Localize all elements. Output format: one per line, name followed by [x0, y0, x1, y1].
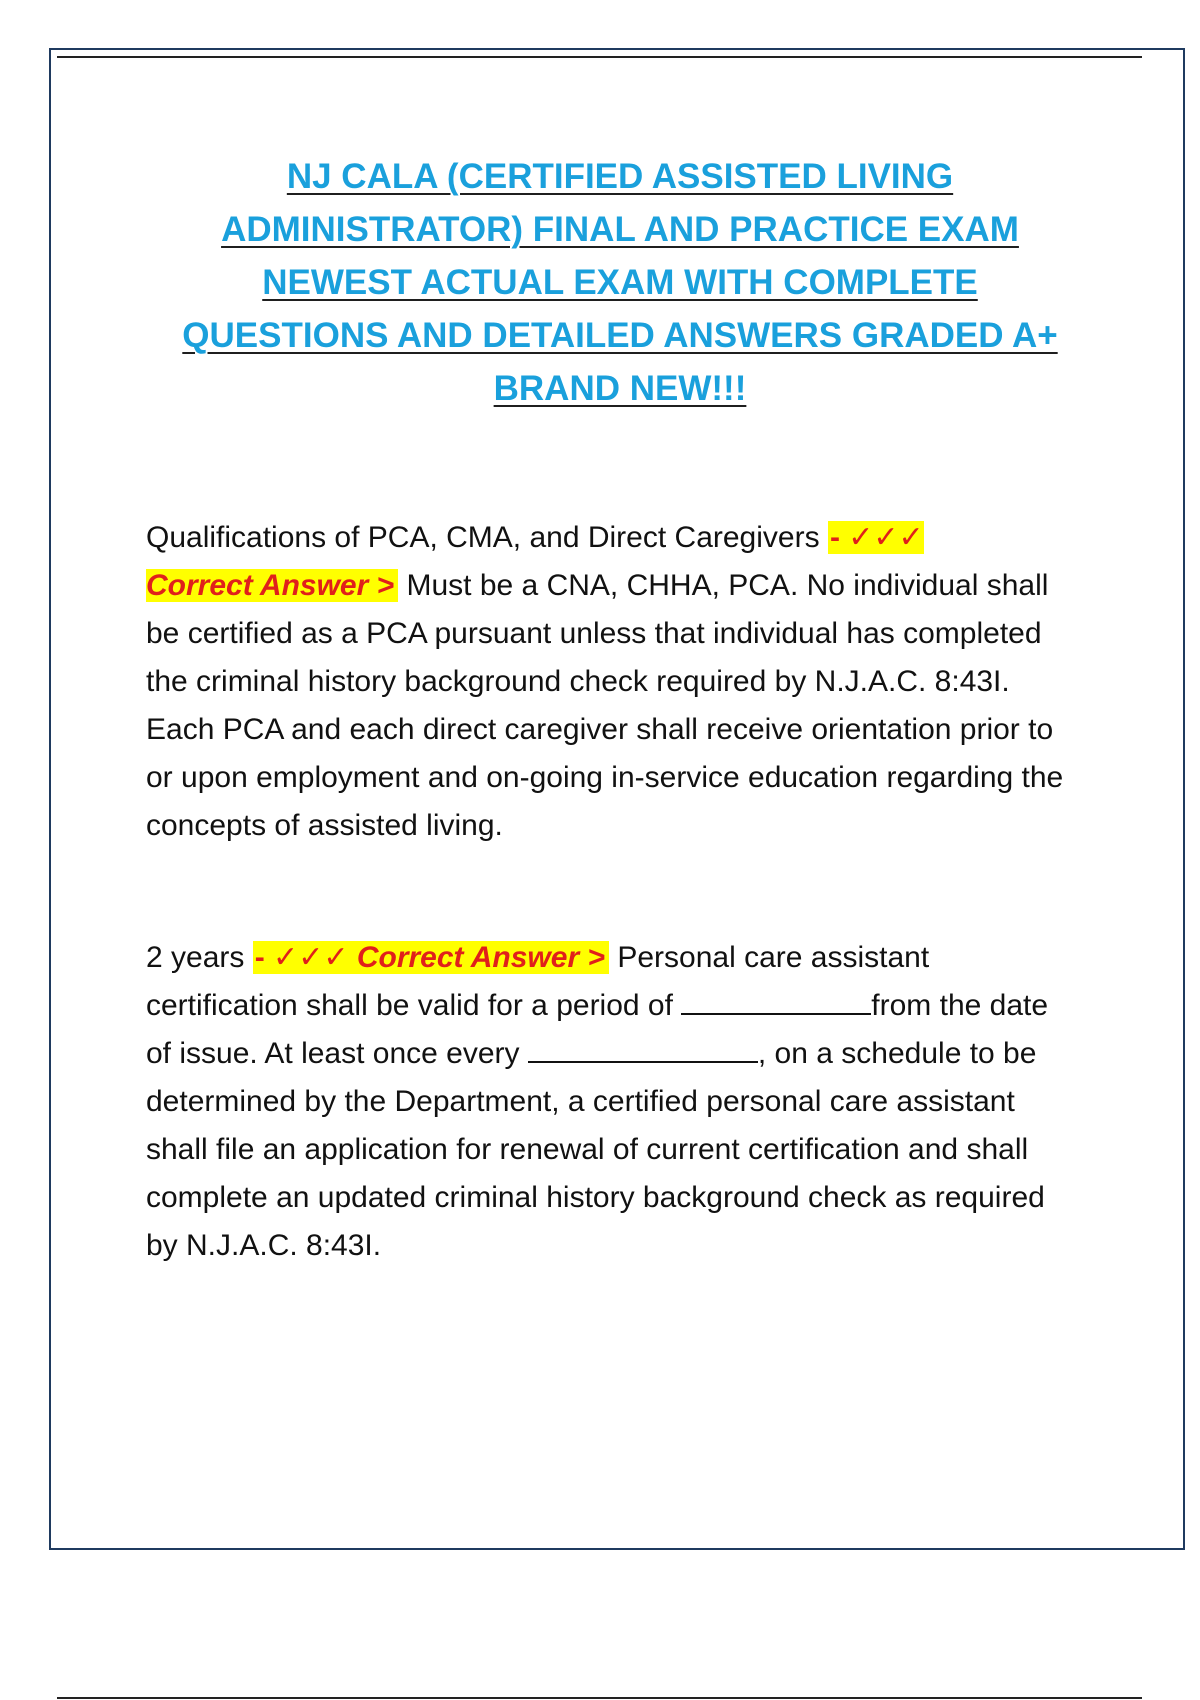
answer-text: Must be a CNA, CHHA, PCA. No individual shall be certified as a PCA pursuant unless that individual has completed the criminal history background check required by N.J.A.C. 8:43I. Each PCA and each direct caregiver shall receive orientation prior to or upon employment and on-going in-service education regarding the concepts of assisted living.: [146, 569, 1064, 842]
correct-answer-label: Correct Answer >: [146, 569, 395, 602]
title-line: NEWEST ACTUAL EXAM WITH COMPLETE: [262, 263, 978, 302]
checkmark-icon: - ✓✓✓: [254, 941, 349, 974]
top-rule: [57, 56, 1142, 58]
answer-text: Personal care assistant certification shall be valid for a period of: [146, 941, 930, 1022]
correct-answer-label: Correct Answer >: [356, 941, 605, 974]
title-line: QUESTIONS AND DETAILED ANSWERS GRADED A+: [182, 316, 1058, 355]
qa-entry: [146, 934, 1066, 1270]
question-text: Qualifications of PCA, CMA, and Direct Caregivers: [146, 521, 820, 554]
title-line: NJ CALA (CERTIFIED ASSISTED LIVING: [286, 157, 954, 196]
qa-entry: [146, 514, 1066, 850]
bottom-rule: [57, 1697, 1142, 1699]
document-title: [140, 150, 1100, 415]
question-text: 2 years: [146, 941, 245, 974]
fill-in-blank: [528, 1035, 758, 1063]
title-line: BRAND NEW!!!: [493, 369, 747, 408]
fill-in-blank: [681, 987, 871, 1015]
title-line: ADMINISTRATOR) FINAL AND PRACTICE EXAM: [221, 210, 1019, 249]
correct-answer-tag: [253, 941, 609, 974]
answer-text: , on a schedule to be determined by the Department, a certified personal care assistant shall file an application for renewal of current certification and shall complete an updated criminal history background check as required by N.J.A.C. 8:43I.: [146, 1037, 1045, 1262]
answer-text: from the date of issue. At least once every: [146, 989, 1049, 1070]
checkmark-icon: - ✓✓✓: [829, 521, 924, 554]
